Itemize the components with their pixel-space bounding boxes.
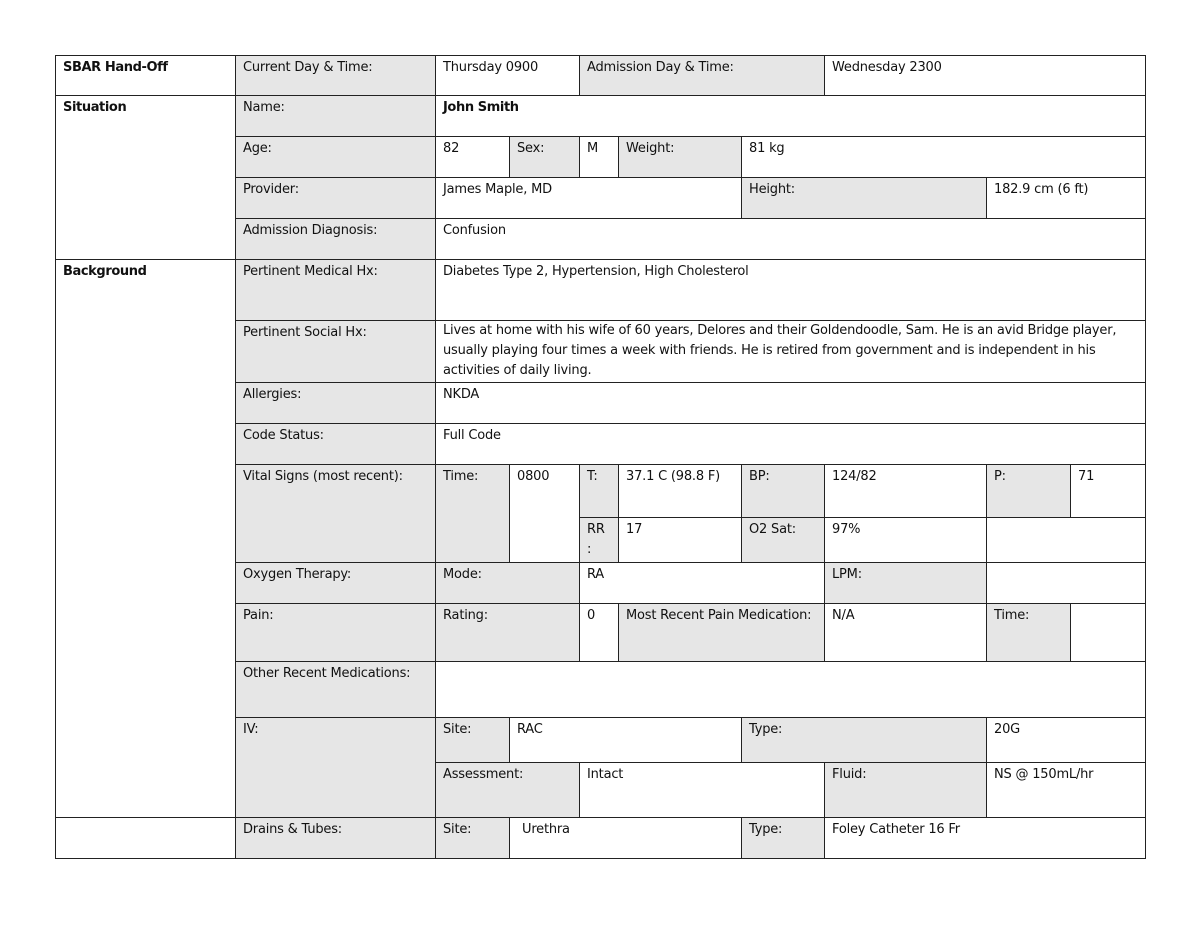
grid-line xyxy=(1070,603,1071,661)
drain-site-value: Urethra xyxy=(522,822,570,837)
iv-site-label: Site: xyxy=(435,717,509,762)
background-section-label: Background xyxy=(63,264,147,279)
grid-line xyxy=(618,464,619,562)
grid-line xyxy=(235,464,1146,465)
rating-label: Rating: xyxy=(435,603,579,661)
temp-value: 37.1 C (98.8 F) xyxy=(626,469,720,484)
age-label: Age: xyxy=(235,136,435,177)
medical-hx-value: Diabetes Type 2, Hypertension, High Cholesterol xyxy=(443,264,749,279)
grid-line xyxy=(618,136,619,177)
grid-line xyxy=(1070,464,1071,517)
grid-line xyxy=(235,562,1146,563)
drain-type-value: Foley Catheter 16 Fr xyxy=(832,822,960,837)
assessment-label: Assessment: xyxy=(435,762,579,817)
grid-line xyxy=(235,661,1146,662)
grid-line xyxy=(509,136,510,177)
grid-line xyxy=(235,423,1146,424)
bp-label: BP: xyxy=(741,464,824,517)
grid-line xyxy=(579,136,580,177)
grid-line xyxy=(235,717,1146,718)
grid-line xyxy=(235,177,1146,178)
grid-line xyxy=(55,817,1146,818)
grid-line xyxy=(824,55,825,95)
grid-line xyxy=(579,562,580,603)
drain-type-label: Type: xyxy=(741,817,824,858)
iv-site-value: RAC xyxy=(517,722,543,737)
assessment-value: Intact xyxy=(587,767,624,782)
grid-line xyxy=(986,603,987,661)
grid-line xyxy=(509,464,510,562)
grid-line xyxy=(579,55,580,95)
grid-line xyxy=(435,762,1146,763)
grid-line xyxy=(741,136,742,177)
grid-line xyxy=(824,562,825,603)
grid-line xyxy=(1145,55,1146,859)
provider-value: James Maple, MD xyxy=(443,182,552,197)
vital-time-value: 0800 xyxy=(517,469,550,484)
grid-line xyxy=(824,817,825,858)
social-hx-label: Pertinent Social Hx: xyxy=(235,320,435,382)
weight-label: Weight: xyxy=(618,136,741,177)
pain-label: Pain: xyxy=(235,603,435,661)
grid-line xyxy=(55,55,1146,56)
fluid-label: Fluid: xyxy=(824,762,986,817)
grid-line xyxy=(235,55,236,859)
bp-value: 124/82 xyxy=(832,469,877,484)
grid-line xyxy=(579,464,580,562)
pain-medication-value: N/A xyxy=(832,608,855,623)
grid-line xyxy=(235,136,1146,137)
iv-label: IV: xyxy=(235,717,435,817)
lpm-label: LPM: xyxy=(824,562,986,603)
drain-site-label: Site: xyxy=(435,817,509,858)
rating-value: 0 xyxy=(587,608,596,623)
grid-line xyxy=(579,517,1146,518)
iv-type-value: 20G xyxy=(994,722,1021,737)
pulse-label: P: xyxy=(986,464,1070,517)
grid-line xyxy=(741,817,742,858)
grid-line xyxy=(235,603,1146,604)
height-value: 182.9 cm (6 ft) xyxy=(994,182,1089,197)
sbar-title: SBAR Hand-Off xyxy=(63,60,168,75)
grid-line xyxy=(235,320,1146,321)
grid-line xyxy=(986,562,987,603)
rr-label xyxy=(579,517,618,562)
grid-line xyxy=(579,762,580,817)
grid-line xyxy=(986,717,987,762)
grid-line xyxy=(986,464,987,562)
other-medications-label: Other Recent Medications: xyxy=(235,661,435,717)
grid-line xyxy=(55,55,56,859)
mode-value: RA xyxy=(587,567,604,582)
rr-label-colon: : xyxy=(587,542,592,557)
grid-line xyxy=(55,858,1146,859)
grid-line xyxy=(824,762,825,817)
grid-line xyxy=(741,177,742,218)
grid-line xyxy=(55,95,1146,96)
vitals-empty-cell xyxy=(986,517,1145,562)
vital-signs-label: Vital Signs (most recent): xyxy=(235,464,435,562)
grid-line xyxy=(235,218,1146,219)
situation-section-label: Situation xyxy=(63,100,127,115)
grid-line xyxy=(55,259,1146,260)
grid-line xyxy=(741,717,742,762)
other-medications-value xyxy=(435,661,1145,717)
grid-line xyxy=(986,177,987,218)
weight-value: 81 kg xyxy=(749,141,785,156)
pain-time-label: Time: xyxy=(986,603,1070,661)
iv-type-label: Type: xyxy=(741,717,986,762)
pain-medication-label: Most Recent Pain Medication: xyxy=(618,603,824,661)
allergies-label: Allergies: xyxy=(235,382,435,423)
grid-line xyxy=(986,762,987,817)
o2-sat-label: O2 Sat: xyxy=(741,517,824,562)
o2-sat-value: 97% xyxy=(832,522,861,537)
grid-line xyxy=(741,464,742,562)
admission-time-value: Wednesday 2300 xyxy=(832,60,942,75)
grid-line xyxy=(509,817,510,858)
oxygen-therapy-label: Oxygen Therapy: xyxy=(235,562,435,603)
admission-time-label: Admission Day & Time: xyxy=(579,55,824,95)
grid-line xyxy=(618,603,619,661)
rr-label-text: RR xyxy=(587,522,605,537)
social-hx-value: Lives at home with his wife of 60 years, Delores and their Goldendoodle, Sam. He is an avid Bridge player, usually playing four times a week with friends. He is retired from government and is independent in his activities of daily living. xyxy=(443,323,1117,378)
grid-line xyxy=(509,717,510,762)
code-status-label: Code Status: xyxy=(235,423,435,464)
grid-line xyxy=(824,464,825,562)
vital-time-label: Time: xyxy=(435,464,509,562)
lpm-value xyxy=(986,562,1145,603)
rr-value: 17 xyxy=(626,522,643,537)
grid-line xyxy=(579,603,580,661)
name-label: Name: xyxy=(235,95,435,136)
patient-name: John Smith xyxy=(443,100,519,115)
grid-line xyxy=(824,603,825,661)
pain-time-value xyxy=(1070,603,1145,661)
height-label: Height: xyxy=(741,177,986,218)
mode-label: Mode: xyxy=(435,562,579,603)
code-status-value: Full Code xyxy=(443,428,501,443)
sex-value: M xyxy=(587,141,599,156)
fluid-value: NS @ 150mL/hr xyxy=(994,767,1094,782)
current-time-label: Current Day & Time: xyxy=(235,55,435,95)
age-value: 82 xyxy=(443,141,460,156)
diagnosis-value: Confusion xyxy=(443,223,506,238)
allergies-value: NKDA xyxy=(443,387,480,402)
pulse-value: 71 xyxy=(1078,469,1095,484)
diagnosis-label: Admission Diagnosis: xyxy=(235,218,435,259)
current-time-value: Thursday 0900 xyxy=(443,60,539,75)
provider-label: Provider: xyxy=(235,177,435,218)
grid-line xyxy=(235,382,1146,383)
temp-label: T: xyxy=(579,464,618,517)
drains-empty-section-cell xyxy=(55,817,235,858)
sex-label: Sex: xyxy=(509,136,579,177)
medical-hx-label: Pertinent Medical Hx: xyxy=(235,259,435,320)
drains-label: Drains & Tubes: xyxy=(235,817,435,858)
grid-line xyxy=(435,55,436,859)
